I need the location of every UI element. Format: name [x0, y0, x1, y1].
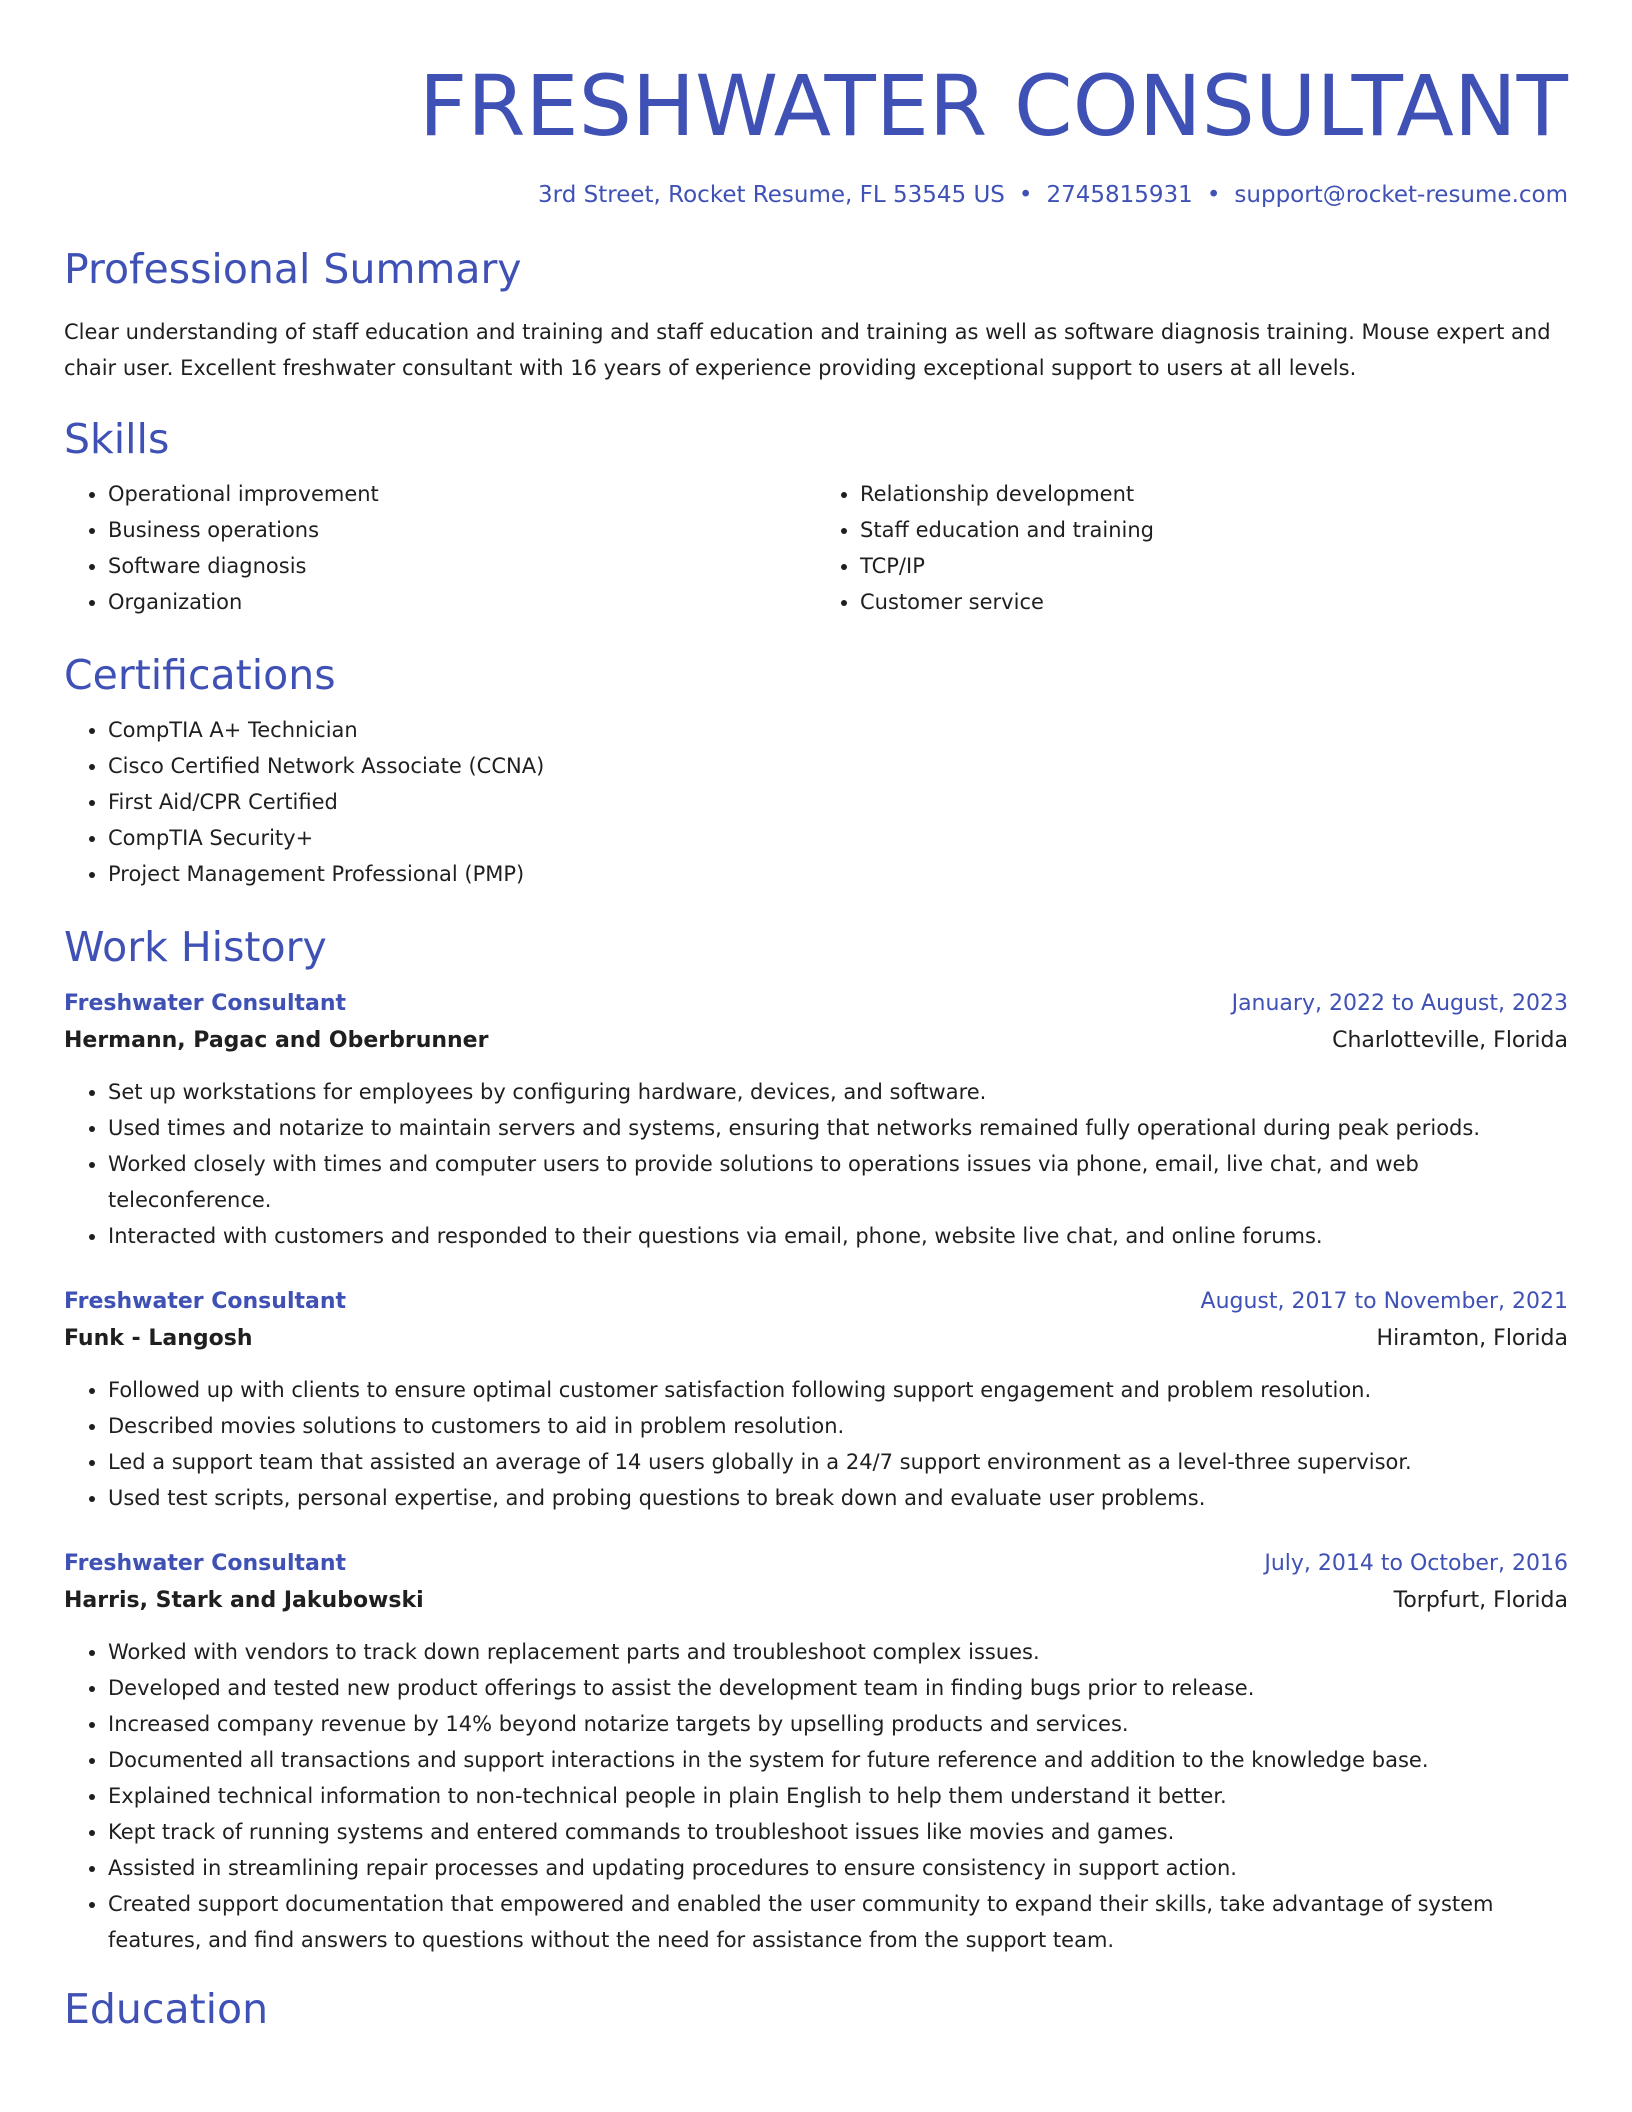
job-location: Charlotteville, Florida	[1332, 1028, 1568, 1053]
certification-item: • CompTIA Security+	[108, 820, 1568, 856]
job-bullet: • Created support documentation that empowered and enabled the user community to expand their skills, take advantage of system features, and find answers to questions without the need for assistance from the support team.	[108, 1886, 1568, 1958]
job-bullet: • Followed up with clients to ensure optimal customer satisfaction following support engagement and problem resolution.	[108, 1372, 1568, 1408]
job-company-row	[64, 1582, 1568, 1620]
job-dates: August, 2017 to November, 2021	[1200, 1289, 1568, 1314]
job-title: Freshwater Consultant	[64, 1551, 347, 1576]
job-header-row	[64, 1546, 1568, 1582]
resume-name: FRESHWATER CONSULTANT	[418, 57, 1568, 155]
job-bullet: • Documented all transactions and support interactions in the system for future reference and addition to the knowledge base.	[108, 1742, 1568, 1778]
certification-item: • First Aid/CPR Certified	[108, 784, 1568, 820]
job-bullets	[64, 1634, 1568, 1958]
job-entry	[64, 1546, 1568, 1958]
job-bullet: • Kept track of running systems and entered commands to troubleshoot issues like movies and games.	[108, 1814, 1568, 1850]
contact-address: 3rd Street, Rocket Resume, FL 53545 US	[538, 182, 1005, 208]
job-company: Harris, Stark and Jakubowski	[64, 1588, 424, 1613]
certification-item: • CompTIA A+ Technician	[108, 712, 1568, 748]
job-bullets	[64, 1074, 1568, 1254]
job-bullet: • Developed and tested new product offerings to assist the development team in finding bugs prior to release.	[108, 1670, 1568, 1706]
job-entry	[64, 1284, 1568, 1516]
job-header-row	[64, 1284, 1568, 1320]
job-entry	[64, 986, 1568, 1254]
job-bullet: • Interacted with customers and responded to their questions via email, phone, website live chat, and online forums.	[108, 1218, 1568, 1254]
job-company: Funk - Langosh	[64, 1326, 253, 1351]
job-title: Freshwater Consultant	[64, 991, 347, 1016]
skill-item: • Operational improvement	[108, 476, 816, 512]
skill-item: • Organization	[108, 584, 816, 620]
section-title-work-history: Work History	[64, 923, 327, 971]
contact-separator: •	[1206, 182, 1221, 208]
skills-columns	[64, 476, 1568, 620]
certifications-list	[64, 712, 1568, 892]
job-bullet: • Led a support team that assisted an average of 14 users globally in a 24/7 support environment as a level-three supervisor.	[108, 1444, 1568, 1480]
summary-text: Clear understanding of staff education and training and staff education and training as well as software diagnosis training. Mouse expert and chair user. Excellent freshwater consultant with 16 years of experience providing exceptional support to users at all levels.	[64, 320, 1551, 380]
job-location: Hiramton, Florida	[1376, 1326, 1568, 1351]
certification-item: • Project Management Professional (PMP)	[108, 856, 1568, 892]
job-bullet: • Increased company revenue by 14% beyond notarize targets by upselling products and services.	[108, 1706, 1568, 1742]
section-title-skills: Skills	[64, 415, 170, 463]
job-company-row	[64, 1320, 1568, 1358]
skill-item: • Customer service	[860, 584, 1568, 620]
contact-line	[64, 180, 1568, 210]
job-bullet: • Worked closely with times and computer users to provide solutions to operations issues via phone, email, live chat, and web teleconference.	[108, 1146, 1568, 1218]
section-title-summary: Professional Summary	[64, 245, 522, 293]
job-bullet: • Worked with vendors to track down replacement parts and troubleshoot complex issues.	[108, 1634, 1568, 1670]
skill-item: • Staff education and training	[860, 512, 1568, 548]
skill-item: • Software diagnosis	[108, 548, 816, 584]
contact-phone: 2745815931	[1046, 182, 1193, 208]
job-title: Freshwater Consultant	[64, 1289, 347, 1314]
contact-separator: •	[1018, 182, 1033, 208]
job-bullet: • Explained technical information to non-technical people in plain English to help them understand it better.	[108, 1778, 1568, 1814]
job-bullet: • Assisted in streamlining repair processes and updating procedures to ensure consistency in support action.	[108, 1850, 1568, 1886]
job-company: Hermann, Pagac and Oberbrunner	[64, 1028, 489, 1053]
job-company-row	[64, 1022, 1568, 1060]
contact-email[interactable]: support@rocket-resume.com	[1234, 182, 1568, 208]
job-header-row	[64, 986, 1568, 1022]
section-title-certifications: Certifications	[64, 651, 336, 699]
certification-item: • Cisco Certified Network Associate (CCNA)	[108, 748, 1568, 784]
section-title-education: Education	[64, 1985, 269, 2033]
job-bullet: • Used times and notarize to maintain servers and systems, ensuring that networks remained fully operational during peak periods.	[108, 1110, 1568, 1146]
skill-item: • Business operations	[108, 512, 816, 548]
job-bullet: • Described movies solutions to customers to aid in problem resolution.	[108, 1408, 1568, 1444]
skill-item: • TCP/IP	[860, 548, 1568, 584]
job-dates: January, 2022 to August, 2023	[1231, 991, 1568, 1016]
job-bullet: • Set up workstations for employees by configuring hardware, devices, and software.	[108, 1074, 1568, 1110]
skills-list-left	[64, 476, 816, 620]
job-location: Torpfurt, Florida	[1393, 1588, 1568, 1613]
skill-item: • Relationship development	[860, 476, 1568, 512]
job-bullet: • Used test scripts, personal expertise, and probing questions to break down and evaluate user problems.	[108, 1480, 1568, 1516]
job-bullets	[64, 1372, 1568, 1516]
job-dates: July, 2014 to October, 2016	[1264, 1551, 1568, 1576]
skills-list-right	[816, 476, 1568, 620]
